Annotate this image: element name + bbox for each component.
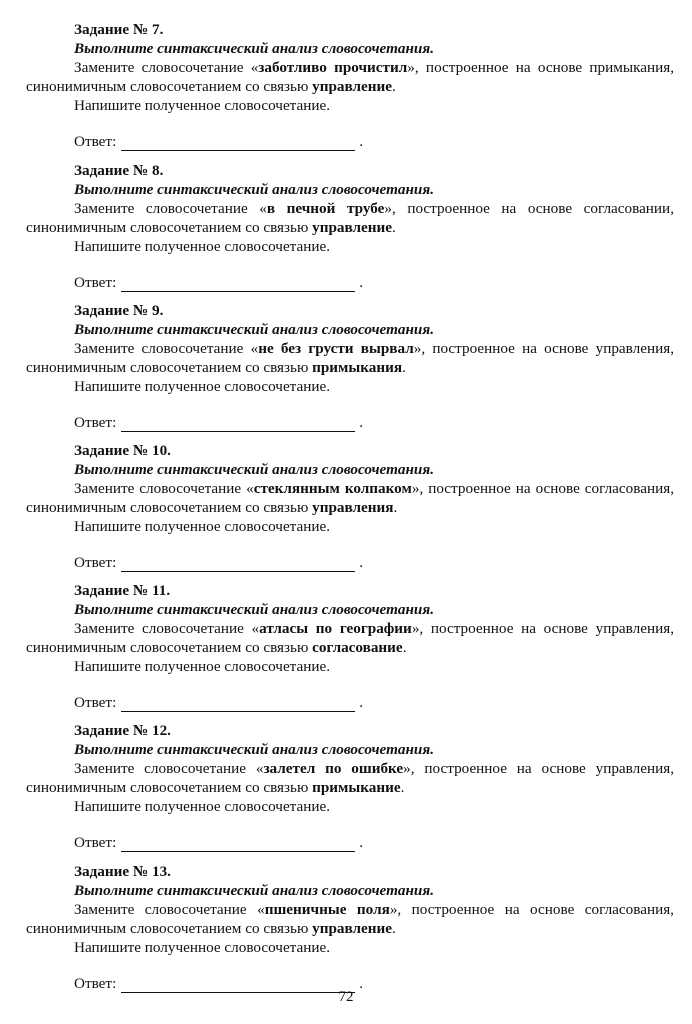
- answer-field[interactable]: [121, 415, 355, 432]
- task-text: Замените словосочетание «залетел по ошибке», построенное на основе управления, синонимичным словосочетанием со связью примыкание.: [26, 760, 674, 796]
- task-write-instruction: Напишите полученное словосочетание.: [74, 798, 331, 815]
- task-text: Замените словосочетание «в печной трубе», построенное на основе согласовании, синонимичным словосочетанием со связью управление.: [26, 200, 674, 236]
- task-8: [26, 161, 674, 292]
- task-13: [26, 862, 674, 993]
- task-title: Задание № 12.: [74, 722, 171, 739]
- task-instruction: Выполните синтаксический анализ словосочетания.: [74, 40, 434, 57]
- task-12: [26, 721, 674, 852]
- task-title: Задание № 10.: [74, 442, 171, 459]
- answer-row: Ответ: .: [74, 274, 364, 291]
- task-write-instruction: Напишите полученное словосочетание.: [74, 939, 331, 956]
- answer-label: Ответ:: [74, 133, 117, 150]
- task-write-instruction: Напишите полученное словосочетание.: [74, 378, 331, 395]
- answer-row: Ответ: .: [74, 975, 364, 992]
- answer-row: Ответ: .: [74, 133, 364, 150]
- source-phrase: заботливо прочистил: [258, 59, 408, 76]
- source-phrase: атласы по географии: [259, 620, 412, 637]
- answer-label: Ответ:: [74, 274, 117, 291]
- task-write-instruction: Напишите полученное словосочетание.: [74, 238, 331, 255]
- task-text: Замените словосочетание «заботливо прочистил», построенное на основе примыкания, синонимичным словосочетанием со связью управление.: [26, 59, 674, 95]
- task-10: [26, 441, 674, 572]
- task-instruction: Выполните синтаксический анализ словосочетания.: [74, 741, 434, 758]
- answer-label: Ответ:: [74, 554, 117, 571]
- page-number: 72: [338, 989, 354, 1005]
- target-link-type: согласование: [312, 639, 403, 656]
- source-phrase: пшеничные поля: [264, 901, 390, 918]
- answer-row: Ответ: .: [74, 694, 364, 711]
- task-text: Замените словосочетание «стеклянным колпаком», построенное на основе согласования, синонимичным словосочетанием со связью управления.: [26, 480, 674, 516]
- task-write-instruction: Напишите полученное словосочетание.: [74, 97, 331, 114]
- target-link-type: примыкания: [312, 359, 403, 376]
- task-title: Задание № 7.: [74, 21, 164, 38]
- task-write-instruction: Напишите полученное словосочетание.: [74, 518, 331, 535]
- task-11: [26, 581, 674, 712]
- task-text: Замените словосочетание «пшеничные поля», построенное на основе согласования, синонимичным словосочетанием со связью управление.: [26, 901, 674, 937]
- answer-label: Ответ:: [74, 975, 117, 992]
- answer-field[interactable]: [121, 555, 355, 572]
- task-instruction: Выполните синтаксический анализ словосочетания.: [74, 181, 434, 198]
- task-text: Замените словосочетание «атласы по географии», построенное на основе управления, синонимичным словосочетанием со связью согласование.: [26, 620, 674, 656]
- answer-label: Ответ:: [74, 414, 117, 431]
- task-instruction: Выполните синтаксический анализ словосочетания.: [74, 321, 434, 338]
- task-instruction: Выполните синтаксический анализ словосочетания.: [74, 601, 434, 618]
- task-7: [26, 20, 674, 151]
- target-link-type: управление: [312, 78, 392, 95]
- answer-field[interactable]: [121, 835, 355, 852]
- task-title: Задание № 13.: [74, 863, 171, 880]
- source-phrase: в печной трубе: [266, 200, 385, 217]
- task-text: Замените словосочетание «не без грусти вырвал», построенное на основе управления, синонимичным словосочетанием со связью примыкания.: [26, 340, 674, 376]
- answer-row: Ответ: .: [74, 834, 364, 851]
- answer-field[interactable]: [121, 695, 355, 712]
- task-title: Задание № 8.: [74, 162, 164, 179]
- answer-field[interactable]: [121, 134, 355, 151]
- task-write-instruction: Напишите полученное словосочетание.: [74, 658, 331, 675]
- answer-row: Ответ: .: [74, 554, 364, 571]
- task-9: [26, 301, 674, 432]
- task-title: Задание № 11.: [74, 582, 171, 599]
- task-instruction: Выполните синтаксический анализ словосочетания.: [74, 882, 434, 899]
- target-link-type: управление: [312, 920, 392, 937]
- task-instruction: Выполните синтаксический анализ словосочетания.: [74, 461, 434, 478]
- source-phrase: стеклянным колпаком: [253, 480, 412, 497]
- answer-row: Ответ: .: [74, 414, 364, 431]
- answer-field[interactable]: [121, 275, 355, 292]
- target-link-type: управления: [312, 499, 394, 516]
- source-phrase: не без грусти вырвал: [258, 340, 414, 357]
- task-title: Задание № 9.: [74, 302, 164, 319]
- answer-label: Ответ:: [74, 834, 117, 851]
- target-link-type: управление: [312, 219, 392, 236]
- answer-label: Ответ:: [74, 694, 117, 711]
- target-link-type: примыкание: [312, 779, 401, 796]
- source-phrase: залетел по ошибке: [263, 760, 404, 777]
